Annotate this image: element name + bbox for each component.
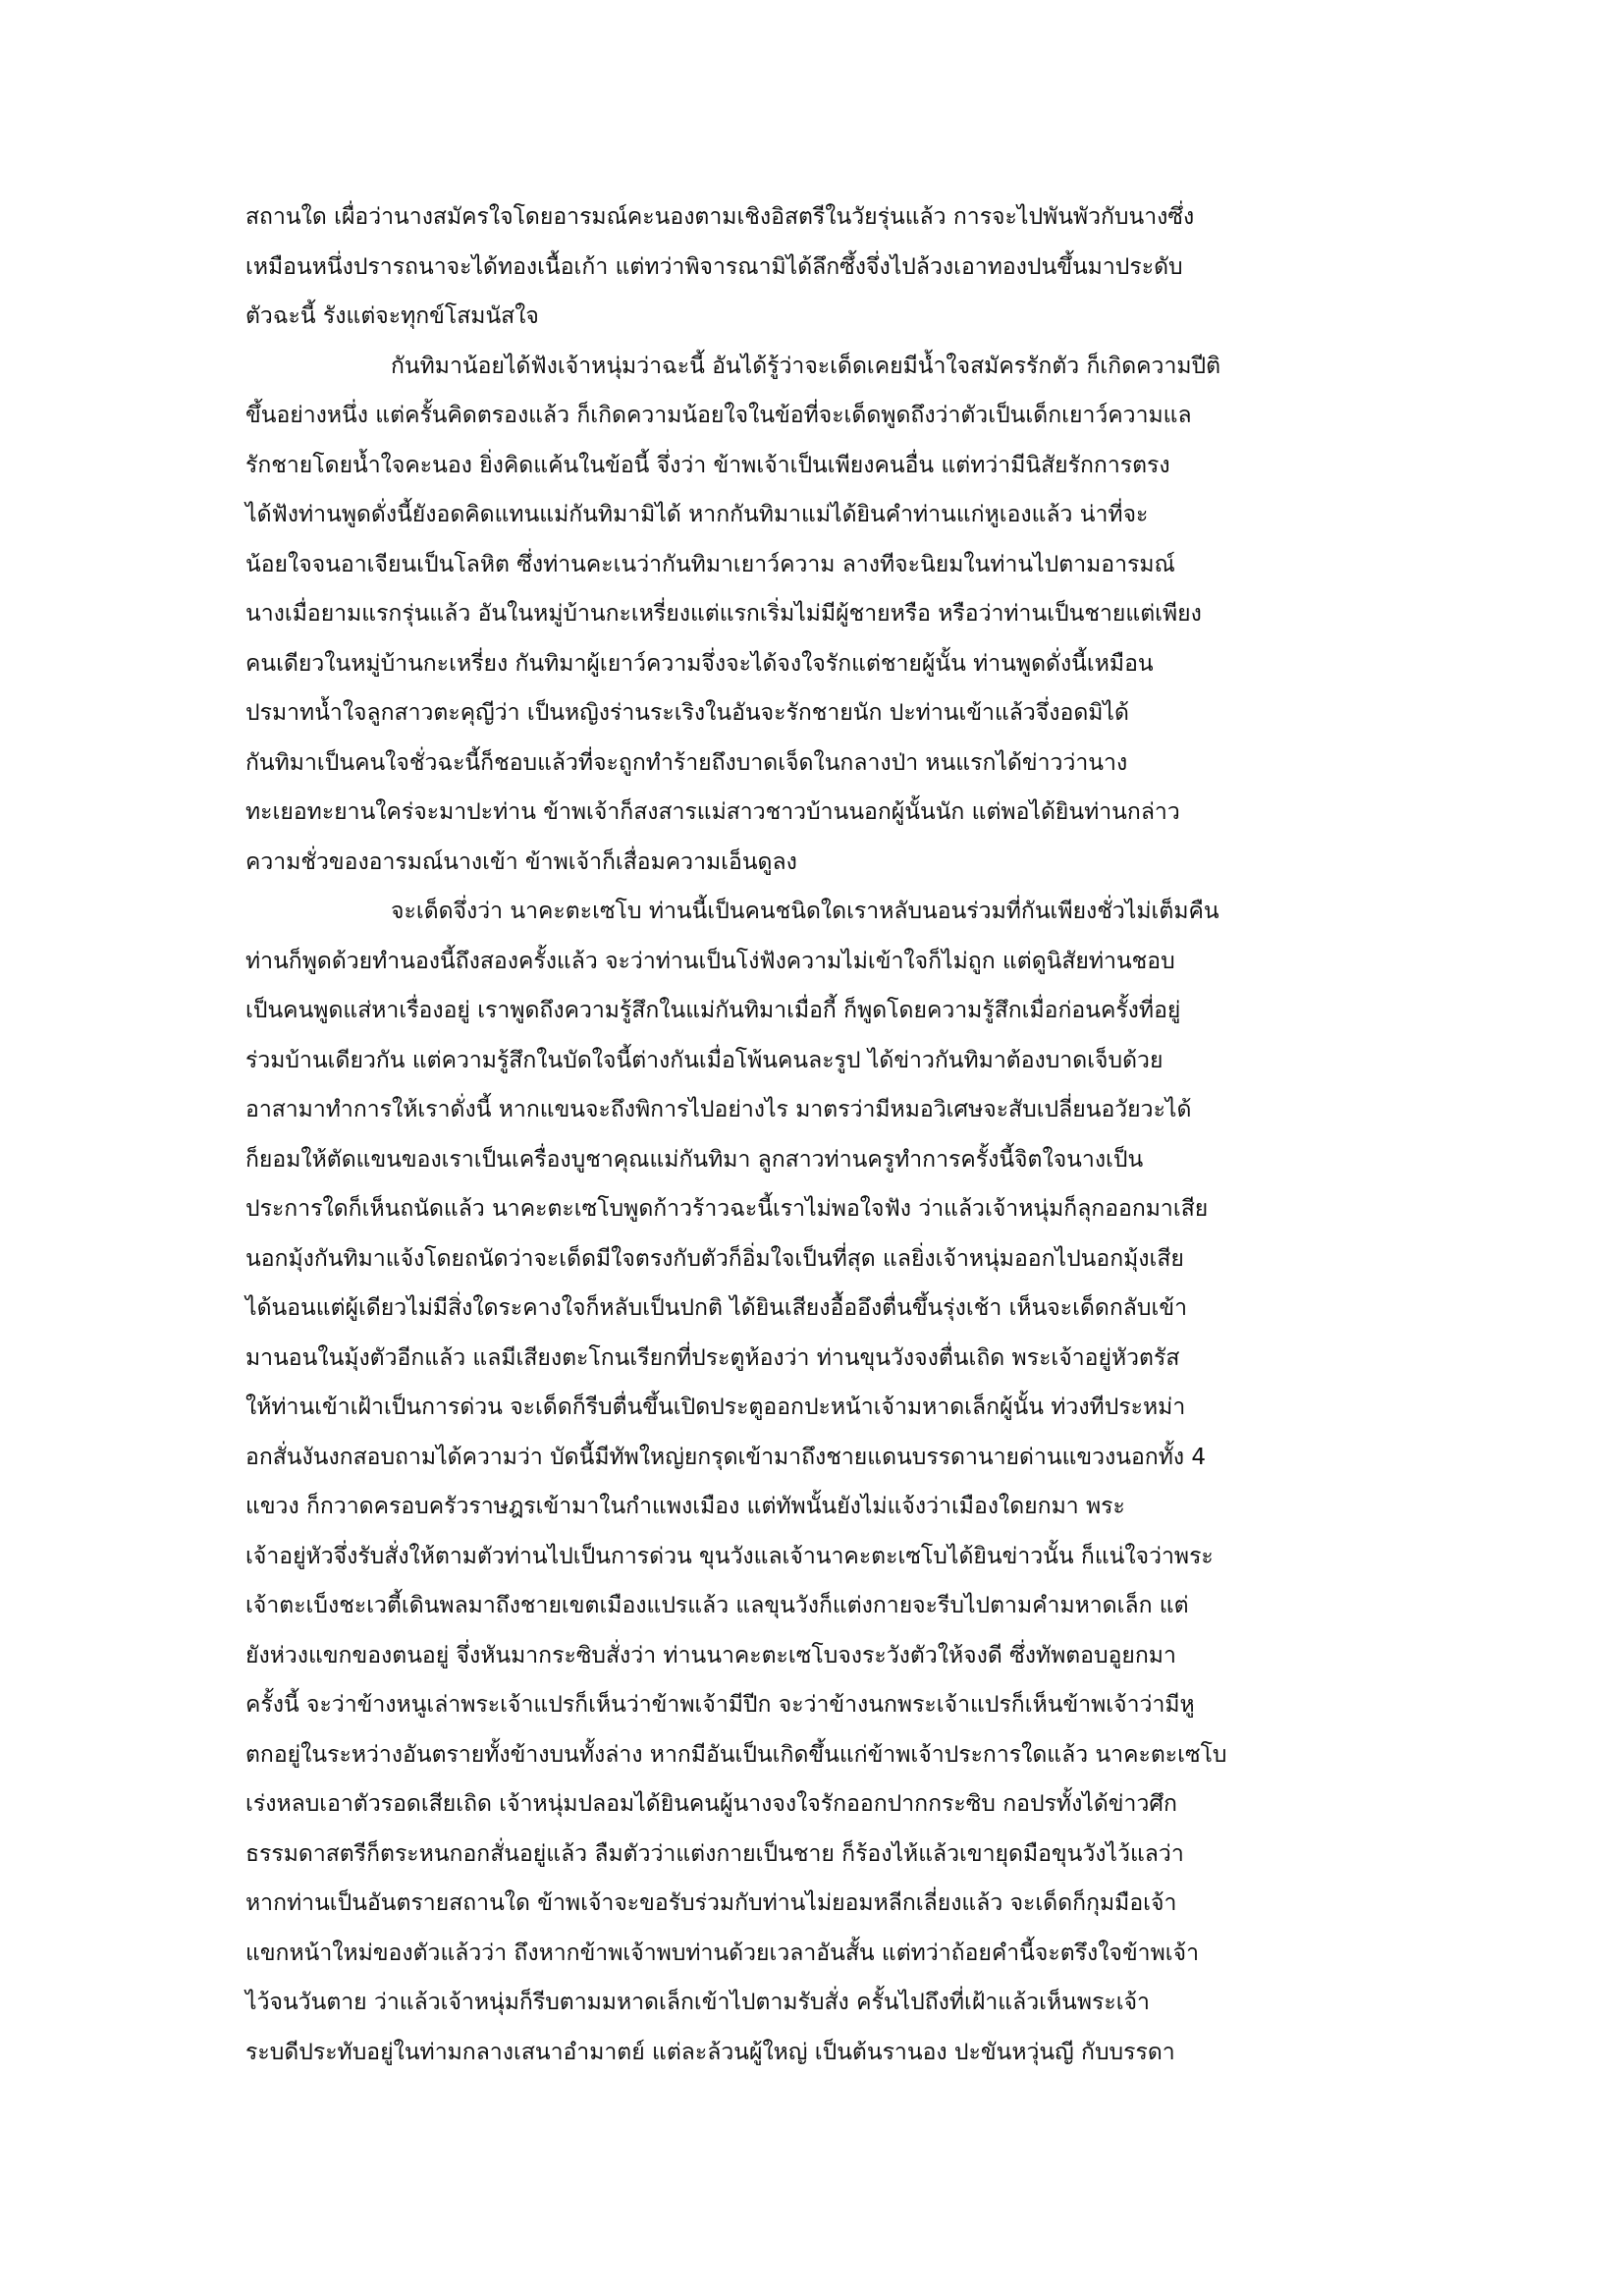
paragraph [245, 342, 1389, 888]
text-line: เจ้าอยู่หัวจึ่งรับสั่งให้ตามตัวท่านไปเป็นการด่วน ขุนวังแลเจ้านาคะตะเซโบได้ยินข่าวนั้น ก็แน่ใจว่าพระ [245, 1543, 1214, 1569]
text-line: เป็นคนพูดแส่หาเรื่องอยู่ เราพูดถึงความรู้สึกในแม่กันทิมาเมื่อกี้ ก็พูดโดยความรู้สึกเมื่อก่อนครั้งที่อยู่ [245, 998, 1181, 1023]
text-line: เร่งหลบเอาตัวรอดเสียเถิด เจ้าหนุ่มปลอมได้ยินคนผู้นางจงใจรักออกปากกระซิบ กอปรทั้งได้ข่าวศึก [245, 1791, 1177, 1817]
text-line: สถานใด เผื่อว่านางสมัครใจโดยอารมณ์คะนองตามเชิงอิสตรีในวัยรุ่นแล้ว การจะไปพันพัวกับนางซึ่ง [245, 204, 1195, 230]
text-line: ตัวฉะนี้ รังแต่จะทุกข์โสมนัสใจ [245, 303, 539, 329]
text-line: ธรรมดาสตรีก็ตระหนกอกสั่นอยู่แล้ว ลืมตัวว่าแต่งกายเป็นชาย ก็ร้องไห้แล้วเขายุดมือขุนวังไว้แลว่า [245, 1840, 1184, 1867]
text-line: ทะเยอทะยานใคร่จะมาปะท่าน ข้าพเจ้าก็สงสารแม่สาวชาวบ้านนอกผู้นั้นนัก แต่พอได้ยินท่านกล่าว [245, 799, 1180, 825]
text-line: แขกหน้าใหม่ของตัวแล้วว่า ถึงหากข้าพเจ้าพบท่านด้วยเวลาอันสั้น แต่ทว่าถ้อยคำนี้จะตรึงใจข้าพเจ้า [245, 1940, 1200, 1966]
text-line: นอกมุ้งกันทิมาแจ้งโดยถนัดว่าจะเด็ดมีใจตรงกับตัวก็อิ่มใจเป็นที่สุด แลยิ่งเจ้าหนุ่มออกไปนอกมุ้งเสีย [245, 1245, 1184, 1272]
text-line: อกสั่นงันงกสอบถามได้ความว่า บัดนี้มีทัพใหญ่ยกรุดเข้ามาถึงชายแดนบรรดานายด่านแขวงนอกทั้ง 4 [245, 1444, 1207, 1470]
text-line: เจ้าตะเบ็งชะเวตี้เดินพลมาถึงชายเขตเมืองแปรแล้ว แลขุนวังก็แต่งกายจะรีบไปตามคำมหาดเล็ก แต่ [245, 1593, 1189, 1618]
text-line: จะเด็ดจึ่งว่า นาคะตะเซโบ ท่านนี้เป็นคนชนิดใดเราหลับนอนร่วมที่กันเพียงชั่วไม่เต็มคืน [391, 899, 1219, 924]
text-line: น้อยใจจนอาเจียนเป็นโลหิต ซึ่งท่านคะเนว่ากันทิมาเยาว์ความ ลางทีจะนิยมในท่านไปตามอารมณ์ [245, 551, 1175, 577]
text-line: ระบดีประทับอยู่ในท่ามกลางเสนาอำมาตย์ แต่ละล้วนผู้ใหญ่ เป็นต้นรานอง ปะขันหวุ่นญี กับบรรดา [245, 2039, 1175, 2065]
text-line: หากท่านเป็นอันตรายสถานใด ข้าพเจ้าจะขอรับร่วมกับท่านไม่ยอมหลีกเลี่ยงแล้ว จะเด็ดก็กุมมือเจ้า [245, 1890, 1177, 1916]
text-line: ประการใดก็เห็นถนัดแล้ว นาคะตะเซโบพูดก้าวร้าวฉะนี้เราไม่พอใจฟัง ว่าแล้วเจ้าหนุ่มก็ลุกออกมาเสีย [245, 1196, 1209, 1222]
text-line: นางเมื่อยามแรกรุ่นแล้ว อันในหมู่บ้านกะเหรี่ยงแต่แรกเริ่มไม่มีผู้ชายหรือ หรือว่าท่านเป็นชายแต่เพียง [245, 601, 1202, 627]
text-line: แขวง ก็กวาดครอบครัวราษฎรเข้ามาในกำแพงเมือง แต่ทัพนั้นยังไม่แจ้งว่าเมืองใดยกมา พระ [245, 1494, 1125, 1519]
body-text [245, 192, 1389, 2077]
paragraph [245, 887, 1389, 2077]
text-line: ไว้จนวันตาย ว่าแล้วเจ้าหนุ่มก็รีบตามมหาดเล็กเข้าไปตามรับสั่ง ครั้นไปถึงที่เฝ้าแล้วเห็นพระเจ้า [245, 1990, 1150, 2015]
text-line: ความชั่วของอารมณ์นางเข้า ข้าพเจ้าก็เสื่อมความเอ็นดูลง [245, 848, 797, 875]
paragraph [245, 192, 1389, 342]
text-line: กันทิมาน้อยได้ฟังเจ้าหนุ่มว่าฉะนี้ อันได้รู้ว่าจะเด็ดเคยมีน้ำใจสมัครรักตัว ก็เกิดความปีติ [391, 353, 1221, 379]
text-line: กันทิมาเป็นคนใจชั่วฉะนี้ก็ชอบแล้วที่จะถูกทำร้ายถึงบาดเจ็ดในกลางป่า หนแรกได้ข่าวว่านาง [245, 749, 1128, 776]
text-line: มานอนในมุ้งตัวอีกแล้ว แลมีเสียงตะโกนเรียกที่ประตูห้องว่า ท่านขุนวังจงตื่นเถิด พระเจ้าอยู่หัวตรัส [245, 1344, 1180, 1371]
text-line: ได้ฟังท่านพูดดั่งนี้ยังอดคิดแทนแม่กันทิมามิได้ หากกันทิมาแม่ได้ยินคำท่านแก่หูเองแล้ว น่าที่จะ [245, 502, 1149, 527]
text-line: ยังห่วงแขกของตนอยู่ จึ่งหันมากระซิบสั่งว่า ท่านนาคะตะเซโบจงระวังตัวให้จงดี ซึ่งทัพตอบอูยกมา [245, 1642, 1176, 1668]
text-line: ให้ท่านเข้าเฝ้าเป็นการด่วน จะเด็ดก็รีบตื่นขึ้นเปิดประตูออกปะหน้าเจ้ามหาดเล็กผู้นั้น ท่วงทีประหม่า [245, 1394, 1186, 1420]
text-line: ตกอยู่ในระหว่างอันตรายทั้งข้างบนทั้งล่าง หากมีอันเป็นเกิดขึ้นแก่ข้าพเจ้าประการใดแล้ว นาคะตะเซโบ [245, 1741, 1227, 1768]
text-line: รักชายโดยน้ำใจคะนอง ยิ่งคิดแค้นในข้อนี้ จึ่งว่า ข้าพเจ้าเป็นเพียงคนอื่น แต่ทว่ามีนิสัยรักการตรง [245, 452, 1170, 478]
text-line: อาสามาทำการให้เราดั่งนี้ หากแขนจะถึงพิการไปอย่างไร มาตรว่ามีหมอวิเศษจะสับเปลี่ยนอวัยวะได้ [245, 1097, 1192, 1122]
text-line: ครั้งนี้ จะว่าข้างหนูเล่าพระเจ้าแปรก็เห็นว่าข้าพเจ้ามีปีก จะว่าข้างนกพระเจ้าแปรก็เห็นข้าพเจ้าว่ามีหู [245, 1692, 1195, 1718]
text-line: ปรมาทน้ำใจลูกสาวตะคุญีว่า เป็นหญิงร่านระเริงในอันจะรักชายนัก ปะท่านเข้าแล้วจึ่งอดมิได้ [245, 700, 1129, 726]
text-line: ร่วมบ้านเดียวกัน แต่ความรู้สึกในบัดใจนี้ต่างกันเมื่อโพ้นคนละรูป ได้ข่าวกันทิมาต้องบาดเจ็บด้วย [245, 1047, 1164, 1073]
text-line: เหมือนหนึ่งปรารถนาจะได้ทองเนื้อเก้า แต่ทว่าพิจารณามิได้ลึกซึ้งจึ่งไปล้วงเอาทองปนขึ้นมาประดับ [245, 253, 1183, 280]
text-line: ได้นอนแต่ผู้เดียวไม่มีสิ่งใดระคางใจก็หลับเป็นปกติ ได้ยินเสียงอื้ออึงตื่นขึ้นรุ่งเช้า เห็นจะเด็ดกลับเข้า [245, 1295, 1187, 1321]
text-line: ท่านก็พูดด้วยทำนองนี้ถึงสองครั้งแล้ว จะว่าท่านเป็นโง่ฟังความไม่เข้าใจก็ไม่ถูก แต่ดูนิสัยท่านชอบ [245, 948, 1175, 974]
text-line: ขึ้นอย่างหนึ่ง แต่ครั้นคิดตรองแล้ว ก็เกิดความน้อยใจในข้อที่จะเด็ดพูดถึงว่าตัวเป็นเด็กเยาว์ความแล [245, 403, 1192, 428]
text-line: ก็ยอมให้ตัดแขนของเราเป็นเครื่องบูชาคุณแม่กันทิมา ลูกสาวท่านครูทำการครั้งนี้จิตใจนางเป็น [245, 1146, 1144, 1173]
text-line: คนเดียวในหมู่บ้านกะเหรี่ยง กันทิมาผู้เยาว์ความจึ่งจะได้จงใจรักแต่ชายผู้นั้น ท่านพูดดั่งนี้เหมือน [245, 650, 1154, 677]
